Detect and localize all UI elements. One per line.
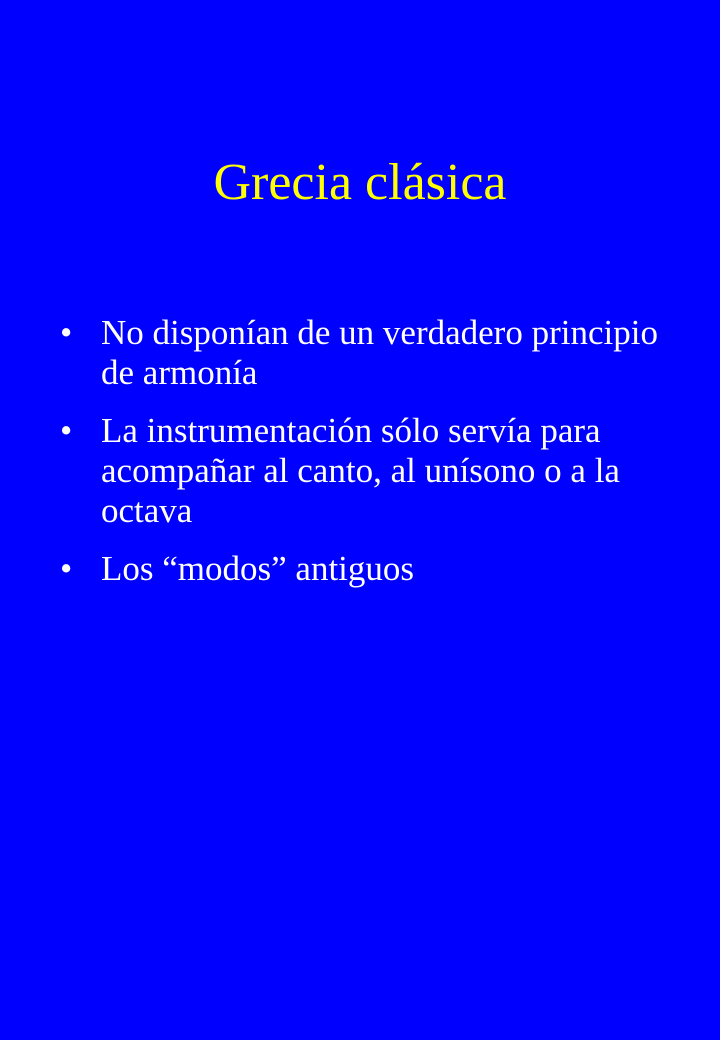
bullet-text: La instrumentación sólo servía para acompañar al canto, al unísono o a la octava	[101, 411, 620, 530]
bullet-icon: •	[60, 313, 73, 352]
bullet-item-modes	[60, 549, 680, 589]
bullet-icon: •	[60, 549, 73, 588]
bullet-item-harmony	[60, 313, 680, 393]
bullet-text: No disponían de un verdadero principio de armonía	[101, 313, 658, 392]
bullet-item-instrumentation	[60, 411, 680, 531]
slide-title: Grecia clásica	[213, 154, 507, 211]
bullet-icon: •	[60, 411, 73, 450]
bullet-text: Los “modos” antiguos	[101, 549, 415, 588]
bullet-list	[60, 313, 680, 607]
